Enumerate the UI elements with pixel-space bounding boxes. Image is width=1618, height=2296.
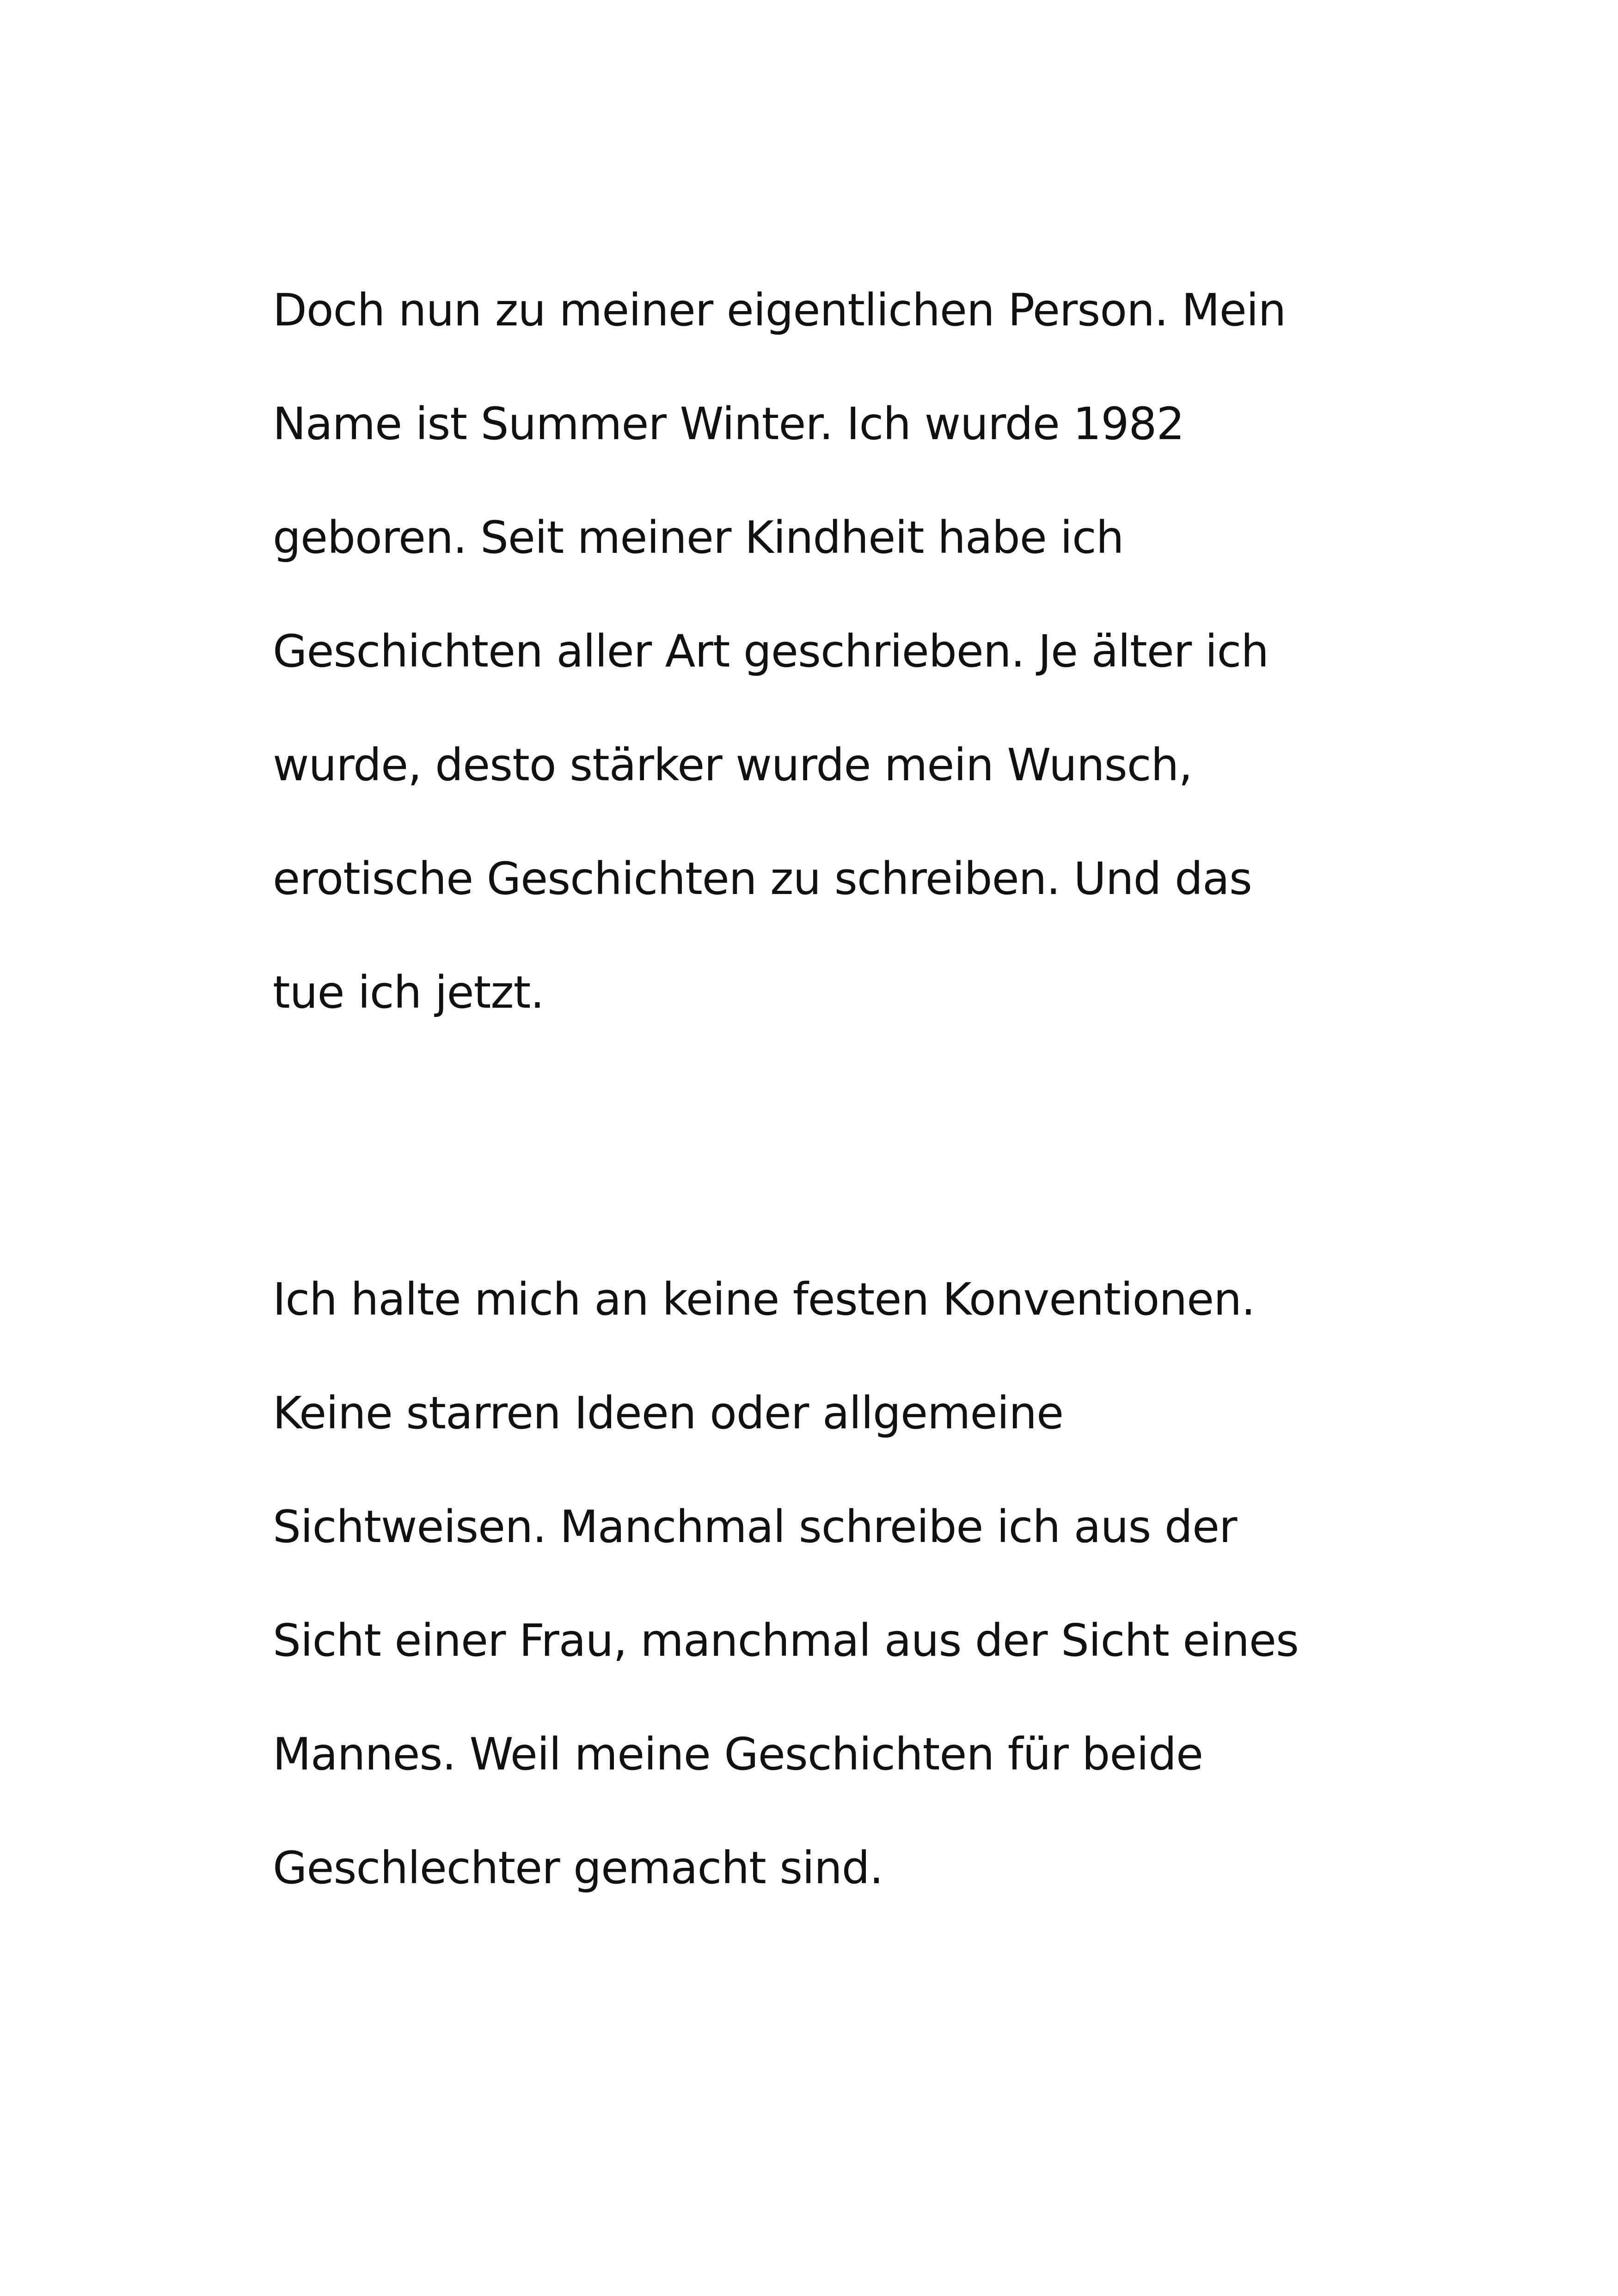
paragraph-line: erotische Geschichten zu schreiben. Und das [273,853,1252,905]
paragraph-author-intro [273,253,1354,1049]
paragraph-conventions [273,1243,1354,1925]
paragraph-line: Name ist Summer Winter. Ich wurde 1982 [273,398,1184,450]
paragraph-line: Mannes. Weil meine Geschichten für beide [273,1728,1203,1780]
paragraph-line: Sichtweisen. Manchmal schreibe ich aus der [273,1501,1237,1553]
paragraph-line: Doch nun zu meiner eigentlichen Person. Mein [273,284,1286,336]
paragraph-line: Ich halte mich an keine festen Konventionen. [273,1274,1255,1325]
paragraph-line: Sicht einer Frau, manchmal aus der Sicht eines [273,1615,1299,1666]
paragraph-line: Keine starren Ideen oder allgemeine [273,1387,1064,1439]
paragraph-line: geboren. Seit meiner Kindheit habe ich [273,512,1124,563]
paragraph-line: Geschichten aller Art geschrieben. Je älter ich [273,625,1269,677]
paragraph-line: tue ich jetzt. [273,967,544,1018]
paragraph-line: wurde, desto stärker wurde mein Wunsch, [273,739,1192,791]
paragraph-line: Geschlechter gemacht sind. [273,1842,883,1894]
